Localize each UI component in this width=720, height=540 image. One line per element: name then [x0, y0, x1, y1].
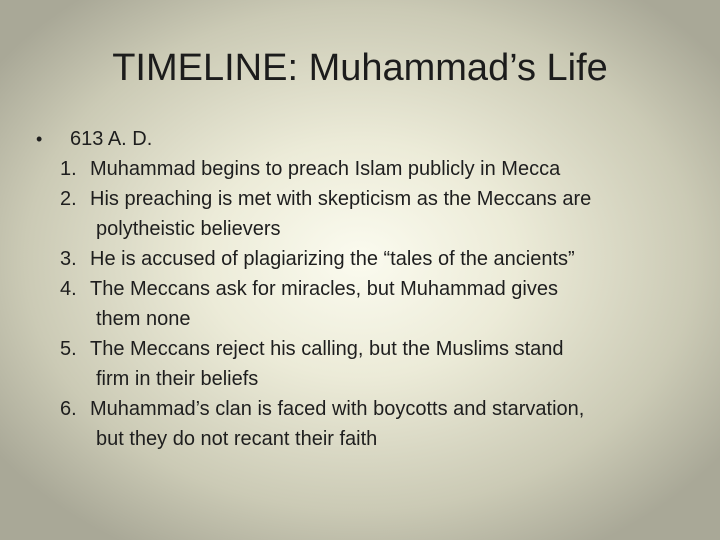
list-item-line: He is accused of plagiarizing the “tales of the ancients”	[90, 248, 575, 270]
list-item-number: 6.	[60, 398, 77, 420]
list-item	[36, 334, 686, 394]
slide-content	[36, 124, 686, 454]
list-item-continuation: firm in their beliefs	[96, 368, 259, 390]
list-item-number: 3.	[60, 248, 77, 270]
list-item-text	[90, 154, 686, 184]
list-item-continuation: polytheistic believers	[96, 218, 281, 240]
list-item-number: 2.	[60, 188, 77, 210]
list-item-line: Muhammad’s clan is faced with boycotts and starvation,	[90, 398, 585, 420]
list-item-number: 5.	[60, 338, 77, 360]
list-item	[36, 274, 686, 334]
list-item-line: The Meccans ask for miracles, but Muhammad gives	[90, 278, 558, 300]
bullet-date	[36, 124, 686, 154]
list-item-text	[90, 394, 686, 454]
list-item	[36, 394, 686, 454]
bullet-date-text: 613 A. D.	[70, 128, 153, 150]
list-item	[36, 154, 686, 184]
list-item-text	[90, 274, 686, 334]
slide-title: TIMELINE: Muhammad’s Life	[112, 47, 608, 89]
list-item-line: Muhammad begins to preach Islam publicly in Mecca	[90, 158, 561, 180]
list-item-continuation: but they do not recant their faith	[96, 428, 378, 450]
list-item-number: 4.	[60, 278, 77, 300]
list-item	[36, 244, 686, 274]
timeline-list	[36, 154, 686, 454]
list-item	[36, 184, 686, 244]
list-item-line: His preaching is met with skepticism as the Meccans are	[90, 188, 592, 210]
list-item-continuation: them none	[96, 308, 191, 330]
list-item-text	[90, 334, 686, 394]
list-item-line: The Meccans reject his calling, but the Muslims stand	[90, 338, 564, 360]
bullet-icon: •	[36, 129, 43, 149]
list-item-number: 1.	[60, 158, 77, 180]
list-item-text	[90, 184, 686, 244]
list-item-text	[90, 244, 686, 274]
